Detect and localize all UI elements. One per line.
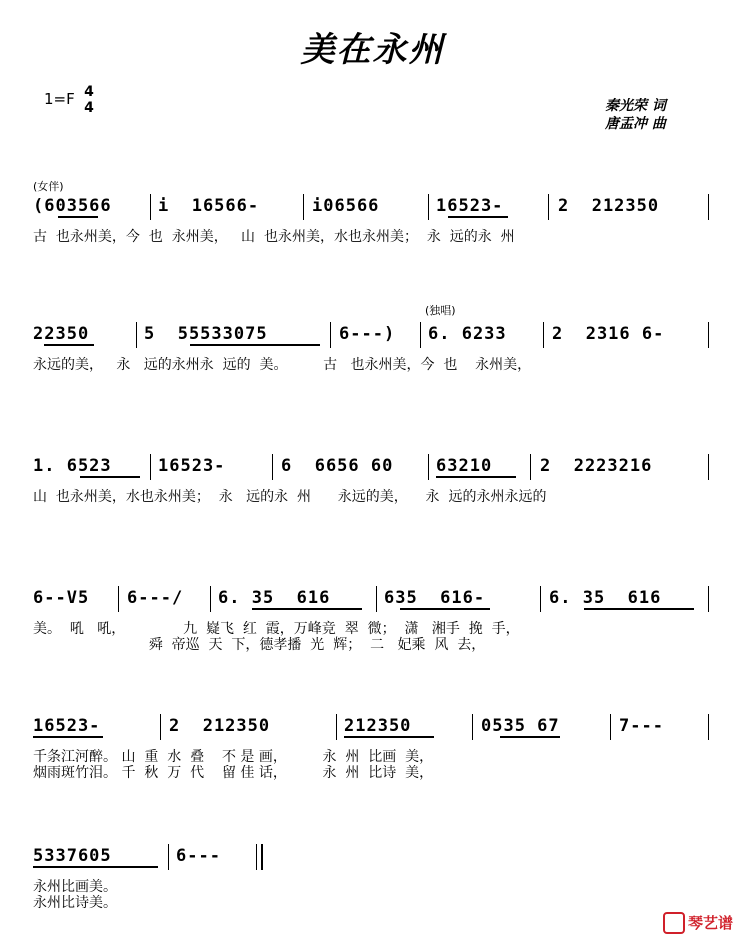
measure-6-1: 5337605 <box>33 846 112 866</box>
lyrics-row-4-verse-2: 舜 帝巡 天 下，德孝播 光 辉； 二 妃乘 风 去， <box>33 637 486 653</box>
measure-2-5: 2 2316 6- <box>552 324 665 344</box>
measure-1-2: i 16566- <box>158 196 260 216</box>
barline <box>548 194 549 220</box>
beam-underline <box>33 866 158 868</box>
solo-note: (独唱) <box>425 304 456 317</box>
lyrics-row-1: 古 也永州美，今 也 永州美， 山 也永州美，水也永州美； 永 远的永 州 <box>33 229 515 245</box>
barline <box>136 322 137 348</box>
barline <box>420 322 421 348</box>
barline <box>708 322 709 348</box>
logo-icon <box>663 912 685 934</box>
barline <box>428 454 429 480</box>
lyrics-row-5-verse-1: 千条江河醉。 山 重 水 叠 不 是 画， 永 州 比画 美， <box>33 749 434 765</box>
lyrics-row-6-verse-1: 永州比画美。 <box>33 879 117 895</box>
barline <box>428 194 429 220</box>
measure-1-3: i06566 <box>312 196 380 216</box>
barline <box>336 714 337 740</box>
barline <box>530 454 531 480</box>
beam-underline <box>436 476 516 478</box>
barline <box>540 586 541 612</box>
lyrics-row-6-verse-2: 永州比诗美。 <box>33 895 117 911</box>
measure-3-5: 2 2223216 <box>540 456 653 476</box>
beam-underline <box>33 736 103 738</box>
measure-1-1: (603566 <box>33 196 112 216</box>
barline <box>210 586 211 612</box>
lyrics-row-4-verse-1: 美。 吼 吼， 九 嶷飞 红 霞，万峰竞 翠 微； 潇 湘手 挽 手， <box>33 621 520 637</box>
measure-4-3: 6. 35 616 <box>218 588 331 608</box>
barline <box>708 714 709 740</box>
measure-2-1: 22350 <box>33 324 90 344</box>
measure-5-4: 0535 67 <box>481 716 560 736</box>
measure-1-5: 2 212350 <box>558 196 660 216</box>
measure-3-2: 16523- <box>158 456 226 476</box>
measure-1-4: 16523- <box>436 196 504 216</box>
barline <box>303 194 304 220</box>
watermark-text: 琴艺谱 <box>687 913 733 932</box>
time-signature <box>82 84 96 116</box>
lyrics-row-2: 永远的美， 永 远的永州永 远的 美。 古 也永州美，今 也 永州美， <box>33 357 532 373</box>
barline <box>610 714 611 740</box>
beam-underline <box>344 736 434 738</box>
barline <box>708 194 709 220</box>
key-signature: 1=F <box>44 90 75 108</box>
time-sig-numerator: 4 <box>84 84 94 100</box>
lyrics-row-3: 山 也永州美，水也永州美； 永 远的永 州 永远的美， 永 远的永州永远的 <box>33 489 547 505</box>
measure-6-2: 6--- <box>176 846 221 866</box>
beam-underline <box>584 608 694 610</box>
measure-2-2: 5 55533075 <box>144 324 268 344</box>
barline <box>272 454 273 480</box>
measure-3-4: 63210 <box>436 456 493 476</box>
measure-4-5: 6. 35 616 <box>549 588 662 608</box>
barline <box>118 586 119 612</box>
barline <box>472 714 473 740</box>
barline <box>543 322 544 348</box>
measure-4-1: 6--V5 <box>33 588 90 608</box>
barline <box>150 194 151 220</box>
time-sig-denominator: 4 <box>84 100 94 116</box>
measure-3-1: 1. 6523 <box>33 456 112 476</box>
barline <box>708 586 709 612</box>
measure-5-1: 16523- <box>33 716 101 736</box>
beam-underline <box>58 216 98 218</box>
female-accompaniment-note: (女伴) <box>33 180 64 193</box>
beam-underline <box>500 736 560 738</box>
beam-underline <box>252 608 362 610</box>
barline <box>708 454 709 480</box>
barline <box>150 454 151 480</box>
measure-5-5: 7--- <box>619 716 664 736</box>
beam-underline <box>448 216 508 218</box>
beam-underline <box>44 344 94 346</box>
beam-underline <box>80 476 140 478</box>
barline <box>376 586 377 612</box>
final-barline-thin <box>256 844 257 870</box>
barline <box>330 322 331 348</box>
lyricist-credit: 秦光荣 词 <box>605 98 666 114</box>
barline <box>168 844 169 870</box>
measure-5-2: 2 212350 <box>169 716 271 736</box>
measure-2-4: 6. 6233 <box>428 324 507 344</box>
composer-credit: 唐盂冲 曲 <box>605 116 666 132</box>
measure-3-3: 6 6656 60 <box>281 456 394 476</box>
measure-4-4: 635 616- <box>384 588 486 608</box>
measure-2-3: 6---) <box>339 324 396 344</box>
song-title: 美在永州 <box>300 30 445 70</box>
beam-underline <box>400 608 490 610</box>
final-barline-thick <box>261 844 263 870</box>
measure-5-3: 212350 <box>344 716 412 736</box>
measure-4-2: 6---/ <box>127 588 184 608</box>
watermark-logo <box>663 912 733 935</box>
lyrics-row-5-verse-2: 烟雨斑竹泪。 千 秋 万 代 留 佳 话， 永 州 比诗 美， <box>33 765 434 781</box>
beam-underline <box>190 344 320 346</box>
barline <box>160 714 161 740</box>
